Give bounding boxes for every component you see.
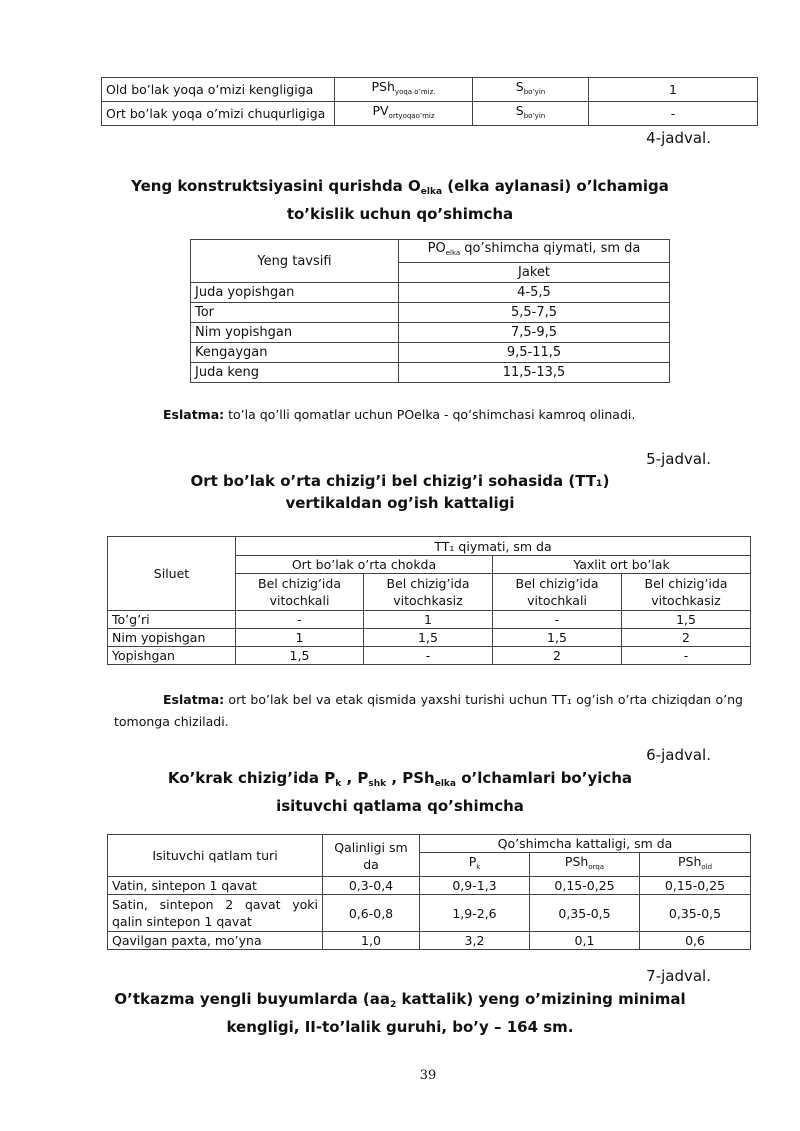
cell-code: $PV_{ortyoqao’miz}$ [335,102,473,126]
cell-label: Yopishgan [108,647,236,665]
cell-value: 2 [493,647,622,665]
subheader: Bel chizig’ida vitochkali [236,574,364,611]
cell-label: Nim yopishgan [191,323,399,343]
cell-value: - [236,611,364,629]
cell-value: 1,0 [323,932,420,950]
cell-label: To’g’ri [108,611,236,629]
table5-number: 5-jadval. [646,450,711,468]
header-yeng-tavsifi: Yeng tavsifi [191,240,399,283]
table-row [108,629,751,647]
cell-label: Ort bo’lak yoqa o’mizi chuqurligiga [102,102,335,126]
table-row [191,363,670,383]
cell-value: - [364,647,493,665]
table4 [190,239,670,383]
cell-value: 1,9-2,6 [420,895,530,932]
table-top [101,77,758,126]
table6-title: Ko’krak chizig’ida $P_k$ , $P_{shk}$ , PSh$_{elka}$ o’lchamlari bo’yicha isituvchi qatlama qo’shimcha [167,769,633,815]
header-jaket: Jaket [399,263,670,283]
cell-label: Vatin, sintepon 1 qavat [108,877,323,895]
table-row [102,78,758,102]
header-qoshimcha: Qo’shimcha kattaligi, sm da [420,835,751,853]
cell-value: - [589,102,758,126]
header-group-yaxlit: Yaxlit ort bo’lak [493,556,751,574]
table5-note: Eslatma: ort bo’lak bel va etak qismida yaxshi turishi uchun TT₁ og’ish o’rta chiziqdan o’ng tomonga chiziladi. [114,692,743,729]
cell-value: 0,9-1,3 [420,877,530,895]
cell-label: Nim yopishgan [108,629,236,647]
cell-value: 11,5-13,5 [399,363,670,383]
header-qalinligi: Qalinligi sm da [323,835,420,877]
cell-value: 1,5 [236,647,364,665]
header-isituvchi: Isituvchi qatlam turi [108,835,323,877]
cell-value: 1,5 [364,629,493,647]
table-row [108,611,751,629]
cell-value: - [493,611,622,629]
subheader: Bel chizig’ida vitochkali [493,574,622,611]
table6-number: 6-jadval. [646,746,711,764]
table6 [107,834,751,950]
cell-value: 0,35-0,5 [530,895,640,932]
cell-value: 1 [364,611,493,629]
table-row [191,283,670,303]
header-tt1: TT₁ qiymati, sm da [236,537,751,556]
cell-value: 3,2 [420,932,530,950]
subheader-pk: $P_k$ [420,853,530,877]
cell-value: 1 [236,629,364,647]
table4-note: Eslatma: to’la qo’lli qomatlar uchun POelka - qo’shimchasi kamroq olinadi. [163,407,636,422]
header-group-ort: Ort bo’lak o’rta chokda [236,556,493,574]
subheader-psh-old: PSh$_{old}$ [640,853,751,877]
subheader-psh-orqa: PSh$_{orqa}$ [530,853,640,877]
cell-value: 9,5-11,5 [399,343,670,363]
cell-value: 4-5,5 [399,283,670,303]
cell-label: Old bo’lak yoqa o’mizi kengligiga [102,78,335,102]
table-row [191,303,670,323]
cell-value: 5,5-7,5 [399,303,670,323]
table-row [191,343,670,363]
header-siluet: Siluet [108,537,236,611]
table-row [108,932,751,950]
cell-s: $S_{bo’yin}$ [473,102,589,126]
table5-title: Ort bo’lak o’rta chizig’i bel chizig’i sohasida (TT₁) vertikaldan og’ish kattaligi [190,472,610,512]
cell-value: 1 [589,78,758,102]
cell-label: Satin, sintepon 2 qavat yoki qalin sintepon 1 qavat [108,895,323,932]
table-row [191,323,670,343]
cell-s: $S_{bo’yin}$ [473,78,589,102]
subheader: Bel chizig’ida vitochkasiz [364,574,493,611]
cell-label: Juda keng [191,363,399,383]
page-number: 39 [419,1068,437,1083]
cell-value: 0,1 [530,932,640,950]
table4-title: Yeng konstruktsiyasini qurishda $O_{elka}$ (elka aylanasi) o’lchamiga to’kislik uchun qo’shimcha [131,177,669,223]
table-row [102,102,758,126]
table5 [107,536,751,665]
cell-value: 0,15-0,25 [640,877,751,895]
cell-label: Kengaygan [191,343,399,363]
table-row [108,895,751,932]
cell-value: 0,6-0,8 [323,895,420,932]
table7-number: 7-jadval. [646,967,711,985]
table4-number: 4-jadval. [646,129,711,147]
cell-label: Juda yopishgan [191,283,399,303]
cell-value: 1,5 [622,611,751,629]
cell-value: 7,5-9,5 [399,323,670,343]
subheader: Bel chizig’ida vitochkasiz [622,574,751,611]
cell-value: 0,35-0,5 [640,895,751,932]
cell-value: 0,3-0,4 [323,877,420,895]
cell-value: 2 [622,629,751,647]
cell-code: PSh$_{yoqa o’miz.}$ [335,78,473,102]
table-row [108,877,751,895]
cell-label: Tor [191,303,399,323]
cell-value: 0,6 [640,932,751,950]
cell-value: - [622,647,751,665]
cell-value: 1,5 [493,629,622,647]
table-row [108,647,751,665]
cell-value: 0,15-0,25 [530,877,640,895]
table7-title: O’tkazma yengli buyumlarda ($aa_2$ kattalik) yeng o’mizining minimal kengligi, II-to’lalik guruhi, bo’y – 164 sm. [114,990,686,1036]
header-po-elka: $PO_{elka}$ qo’shimcha qiymati, sm da [399,240,670,263]
cell-label: Qavilgan paxta, mo’yna [108,932,323,950]
